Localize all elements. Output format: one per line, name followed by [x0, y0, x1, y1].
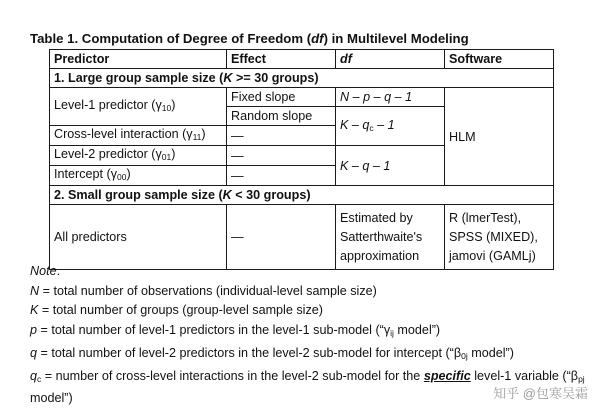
header-df: df — [336, 50, 445, 69]
cell-software-list: R (lmerTest), SPSS (MIXED), jamovi (GAMLj) — [445, 205, 554, 270]
header-predictor: Predictor — [50, 50, 227, 69]
cell-intercept-effect: — — [227, 166, 336, 186]
section-large-groups-label: 1. Large group sample size (K >= 30 groups) — [50, 69, 554, 88]
table-row-level1-fixed — [50, 88, 554, 107]
note-k: K = total number of groups (group-level sample size) — [30, 303, 323, 318]
note-heading: Note. — [30, 264, 61, 278]
cell-df-satterthwaite: Estimated by Satterthwaite's approximation — [336, 205, 445, 270]
cell-all-predictors: All predictors — [50, 205, 227, 270]
cell-df-level2: K – q – 1 — [336, 146, 445, 186]
df-table — [49, 49, 554, 270]
cell-fixed-slope: Fixed slope — [227, 88, 336, 107]
section-large-groups — [50, 69, 554, 88]
header-software: Software — [445, 50, 554, 69]
note-qc: $q_c$ = number of cross-level interactions in the level-2 sub-model for the specific level-1 variable (“$\beta_{pj}$ model”) — [30, 368, 585, 406]
table-title: Table 1. Computation of Degree of Freedom (df) in Multilevel Modeling — [30, 31, 469, 46]
cell-df-fixed: N – p – q – 1 — [336, 88, 445, 107]
cell-all-effect: — — [227, 205, 336, 270]
cell-software-hlm: HLM — [445, 88, 554, 186]
cell-intercept: Intercept $(\gamma_{00})$ — [50, 166, 227, 186]
table-row-all-predictors — [50, 205, 554, 270]
cell-cross-effect: — — [227, 126, 336, 146]
section-small-groups — [50, 186, 554, 205]
cell-level1-predictor: Level-1 predictor $(\gamma_{10})$ — [50, 88, 227, 126]
watermark: 知乎 @包寒吴霜 — [493, 386, 588, 401]
cell-cross-level-predictor: Cross-level interaction $(\gamma_{11})$ — [50, 126, 227, 146]
note-n: N = total number of observations (individual-level sample size) — [30, 283, 377, 298]
cell-level2-effect: — — [227, 146, 336, 166]
section-small-groups-label: 2. Small group sample size (K < 30 groups) — [50, 186, 554, 205]
note-q: q = total number of level-2 predictors in the level-2 sub-model for intercept (“$\beta_{0j}$ model”) — [30, 345, 514, 361]
header-effect: Effect — [227, 50, 336, 69]
cell-random-slope: Random slope — [227, 107, 336, 126]
cell-level2-predictor: Level-2 predictor $(\gamma_{01})$ — [50, 146, 227, 166]
table-header-row — [50, 50, 554, 69]
cell-df-cross: K – $q_c - 1$ — [336, 107, 445, 146]
note-p: p = total number of level-1 predictors in the level-1 sub-model (“$\gamma_{ij}$ model”) — [30, 323, 441, 339]
